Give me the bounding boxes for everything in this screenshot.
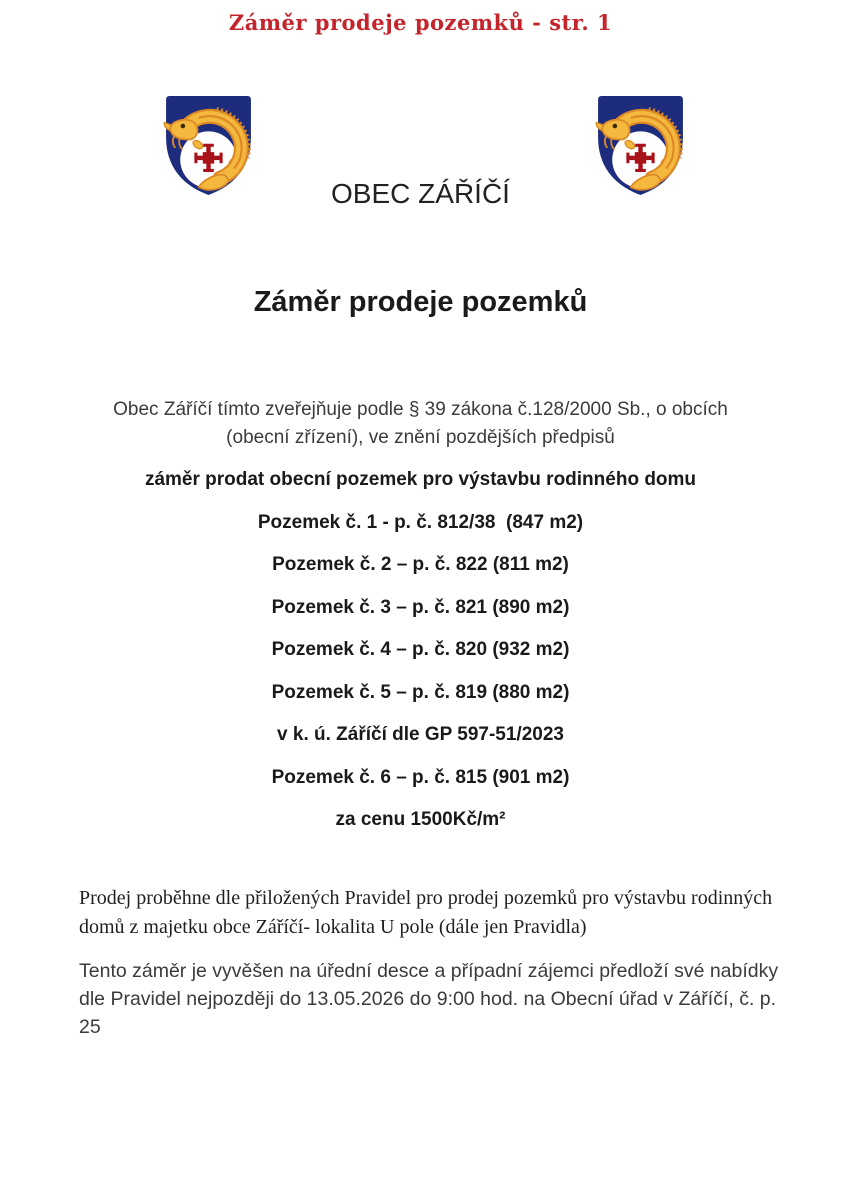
plot-list [0, 459, 841, 842]
notice-paragraph: Tento záměr je vyvěšen na úřední desce a případní zájemci předloží své nabídky dle Pravidel nejpozději do 13.05.2026 do 9:00 hod. na Obecní úřad v Záříčí, č. p. 25 [79, 960, 779, 1038]
document-title: Záměr prodeje pozemků [253, 286, 588, 318]
plot-line-6: Pozemek č. 6 – p. č. 815 (901 m2) [271, 766, 570, 788]
plot-line-2: Pozemek č. 2 – p. č. 822 (811 m2) [272, 554, 569, 575]
plot-line-4: Pozemek č. 4 – p. č. 820 (932 m2) [271, 639, 570, 660]
intro-paragraph: Obec Záříčí tímto zveřejňuje podle § 39 zákona č.128/2000 Sb., o obcích (obecní zřízení), ve znění pozdějších předpisů [113, 399, 728, 448]
plot-line-5: Pozemek č. 5 – p. č. 819 (880 m2) [271, 681, 570, 703]
price-line: za cenu 1500Kč/m² [335, 809, 506, 830]
rules-paragraph: Prodej proběhne dle přiložených Pravidel pro prodej pozemků pro výstavbu rodinných domů z majetku obce Záříčí- lokalita U pole (dále jen Pravidla) [79, 887, 773, 938]
page-header-title: Záměr prodeje pozemků - str. 1 [228, 10, 613, 35]
municipality-name: OBEC ZÁŘÍČÍ [331, 178, 510, 209]
plot-line-1: Pozemek č. 1 - p. č. 812/38 (847 m2) [257, 511, 584, 533]
offer-heading: záměr prodat obecní pozemek pro výstavbu rodinného domu [144, 469, 697, 490]
plot-line-3: Pozemek č. 3 – p. č. 821 (890 m2) [271, 596, 570, 618]
cadastre-line: v k. ú. Záříčí dle GP 597-51/2023 [277, 724, 564, 745]
